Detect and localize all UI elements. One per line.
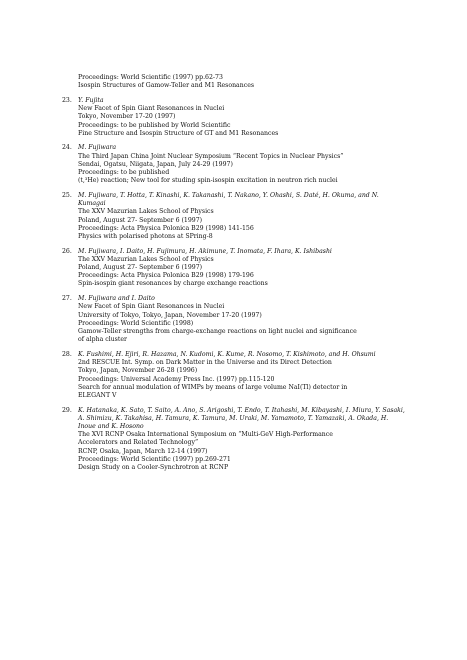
entry-line: Tokyo, November 17-20 (1997) bbox=[78, 113, 176, 121]
entry-number: 28. bbox=[62, 350, 72, 358]
entry-line: Design Study on a Cooler-Synchrotron at RCNP bbox=[78, 464, 229, 472]
entry-line: Proceedings: Acta Physica Polonica B29 (1998) 141-156 bbox=[78, 224, 254, 232]
entry-line: University of Tokyo, Tokyo, Japan, November 17-20 (1997) bbox=[78, 311, 262, 319]
entry-line: Proceedings: Universal Academy Press Inc. (1997) pp.115-120 bbox=[78, 375, 275, 383]
entry-number: 25. bbox=[62, 191, 72, 199]
entry-authors: Y. Fujita bbox=[78, 96, 104, 104]
reference-entry bbox=[62, 144, 407, 185]
entry-line: of alpha cluster bbox=[78, 336, 127, 344]
entry-line: Accelerators and Related Technology” bbox=[78, 439, 199, 447]
reference-entry bbox=[62, 295, 407, 344]
entry-number: 29. bbox=[62, 406, 72, 414]
entry-line: ELEGANT V bbox=[78, 391, 117, 399]
entry-line: The Third Japan China Joint Nuclear Symposium “Recent Topics in Nuclear Physics” bbox=[78, 152, 344, 160]
reference-entry bbox=[62, 351, 407, 400]
reference-entry bbox=[62, 407, 407, 473]
entry-line: Fine Structure and Isospin Structure of GT and M1 Resonances bbox=[78, 129, 279, 137]
entry-authors: K. Hatanaka, K. Sato, T. Saito, A. Ano, S. Arigoshi, T. Endo, T. Itahashi, M. Kibayashi, I. Miura, Y. Sasaki, A. Shimizu, K. Takahisa, H. Tamura, K. Tamura, M. Uraki, M. Yamamoto, T. Yamazaki, A. Okada, H. Inoue and K. Hosono bbox=[78, 406, 405, 431]
entry-line: The XXV Mazurian Lakes School of Physics bbox=[78, 255, 214, 263]
entry-line: Spin-isospin giant resonances by charge exchange reactions bbox=[78, 280, 268, 288]
entry-line: The XVI RCNP Osaka International Symposium on “Multi-GeV High-Performance bbox=[78, 431, 333, 439]
entry-authors: M. Fujiwara bbox=[78, 144, 117, 152]
entry-line: Proceedings: to be published by World Scientific bbox=[78, 121, 231, 129]
reference-entry bbox=[62, 248, 407, 289]
entry-line: (t,³He) reaction; New tool for studing spin-isospin excitation in neutron rich nuclei bbox=[78, 177, 338, 185]
continued-entry bbox=[62, 74, 407, 90]
reference-entry bbox=[62, 192, 407, 241]
entry-line: Proceedings: World Scientific (1997) pp.269-271 bbox=[78, 455, 231, 463]
entry-authors: M. Fujiwara and I. Daito bbox=[78, 295, 155, 303]
entry-line: RCNP, Osaka, Japan, March 12-14 (1997) bbox=[78, 447, 208, 455]
entry-number: 23. bbox=[62, 96, 72, 104]
entry-line: Tokyo, Japan, November 26-28 (1996) bbox=[78, 367, 198, 375]
entry-number: 24. bbox=[62, 144, 72, 152]
entry-line: Proceedings: to be published bbox=[78, 169, 170, 177]
entry-line: Poland, August 27- September 6 (1997) bbox=[78, 216, 203, 224]
entry-line: Search for annual modulation of WIMPs by means of large volume NaI(Tl) detector in bbox=[78, 383, 348, 391]
entry-authors: M. Fujiwara, T. Hotta, T. Kinashi, K. Takanashi, T. Nakano, Y. Ohashi, S. Daté, H. Okuma, and N. Kumagai bbox=[78, 191, 379, 208]
entry-line: New Facet of Spin Giant Resonances in Nuclei bbox=[78, 303, 225, 311]
entry-authors: K. Fushimi, H. Ejiri, R. Hazama, N. Kudomi, K. Kume, R. Nosomo, T. Kishimoto, and H. Ohsumi bbox=[78, 350, 376, 358]
entry-number: 27. bbox=[62, 295, 72, 303]
entry-line: Sendai, Ogatsu, Niigata, Japan, July 24-29 (1997) bbox=[78, 160, 233, 168]
page-content bbox=[62, 74, 407, 472]
entry-authors: M. Fujiwara, I. Daito, H. Fujimura, H. Akimune, T. Inomata, F. Ihara, K. Ishibashi bbox=[78, 247, 332, 255]
entry-line: 2nd RESCUE Int. Symp. on Dark Matter in the Universe and its Direct Detection bbox=[78, 359, 332, 367]
entry-number: 26. bbox=[62, 247, 72, 255]
entry-line: Proceedings: Acta Physica Polonica B29 (1998) 179-196 bbox=[78, 272, 254, 280]
entry-line: Proceedings: World Scientific (1997) pp.62-73 bbox=[78, 74, 223, 81]
reference-entry bbox=[62, 97, 407, 138]
entry-line: Poland, August 27- September 6 (1997) bbox=[78, 264, 203, 272]
entry-line: Gamow-Teller strengths from charge-exchange reactions on light nuclei and significance bbox=[78, 327, 357, 335]
entry-line: The XXV Mazurian Lakes School of Physics bbox=[78, 208, 214, 216]
entry-line: Isospin Structures of Gamow-Teller and M1 Resonances bbox=[78, 82, 255, 90]
entry-line: Proceedings: World Scientific (1998) bbox=[78, 319, 194, 327]
entry-line: Physics with polarised photons at SPring-8 bbox=[78, 232, 213, 240]
entry-line: New Facet of Spin Giant Resonances in Nuclei bbox=[78, 105, 225, 113]
